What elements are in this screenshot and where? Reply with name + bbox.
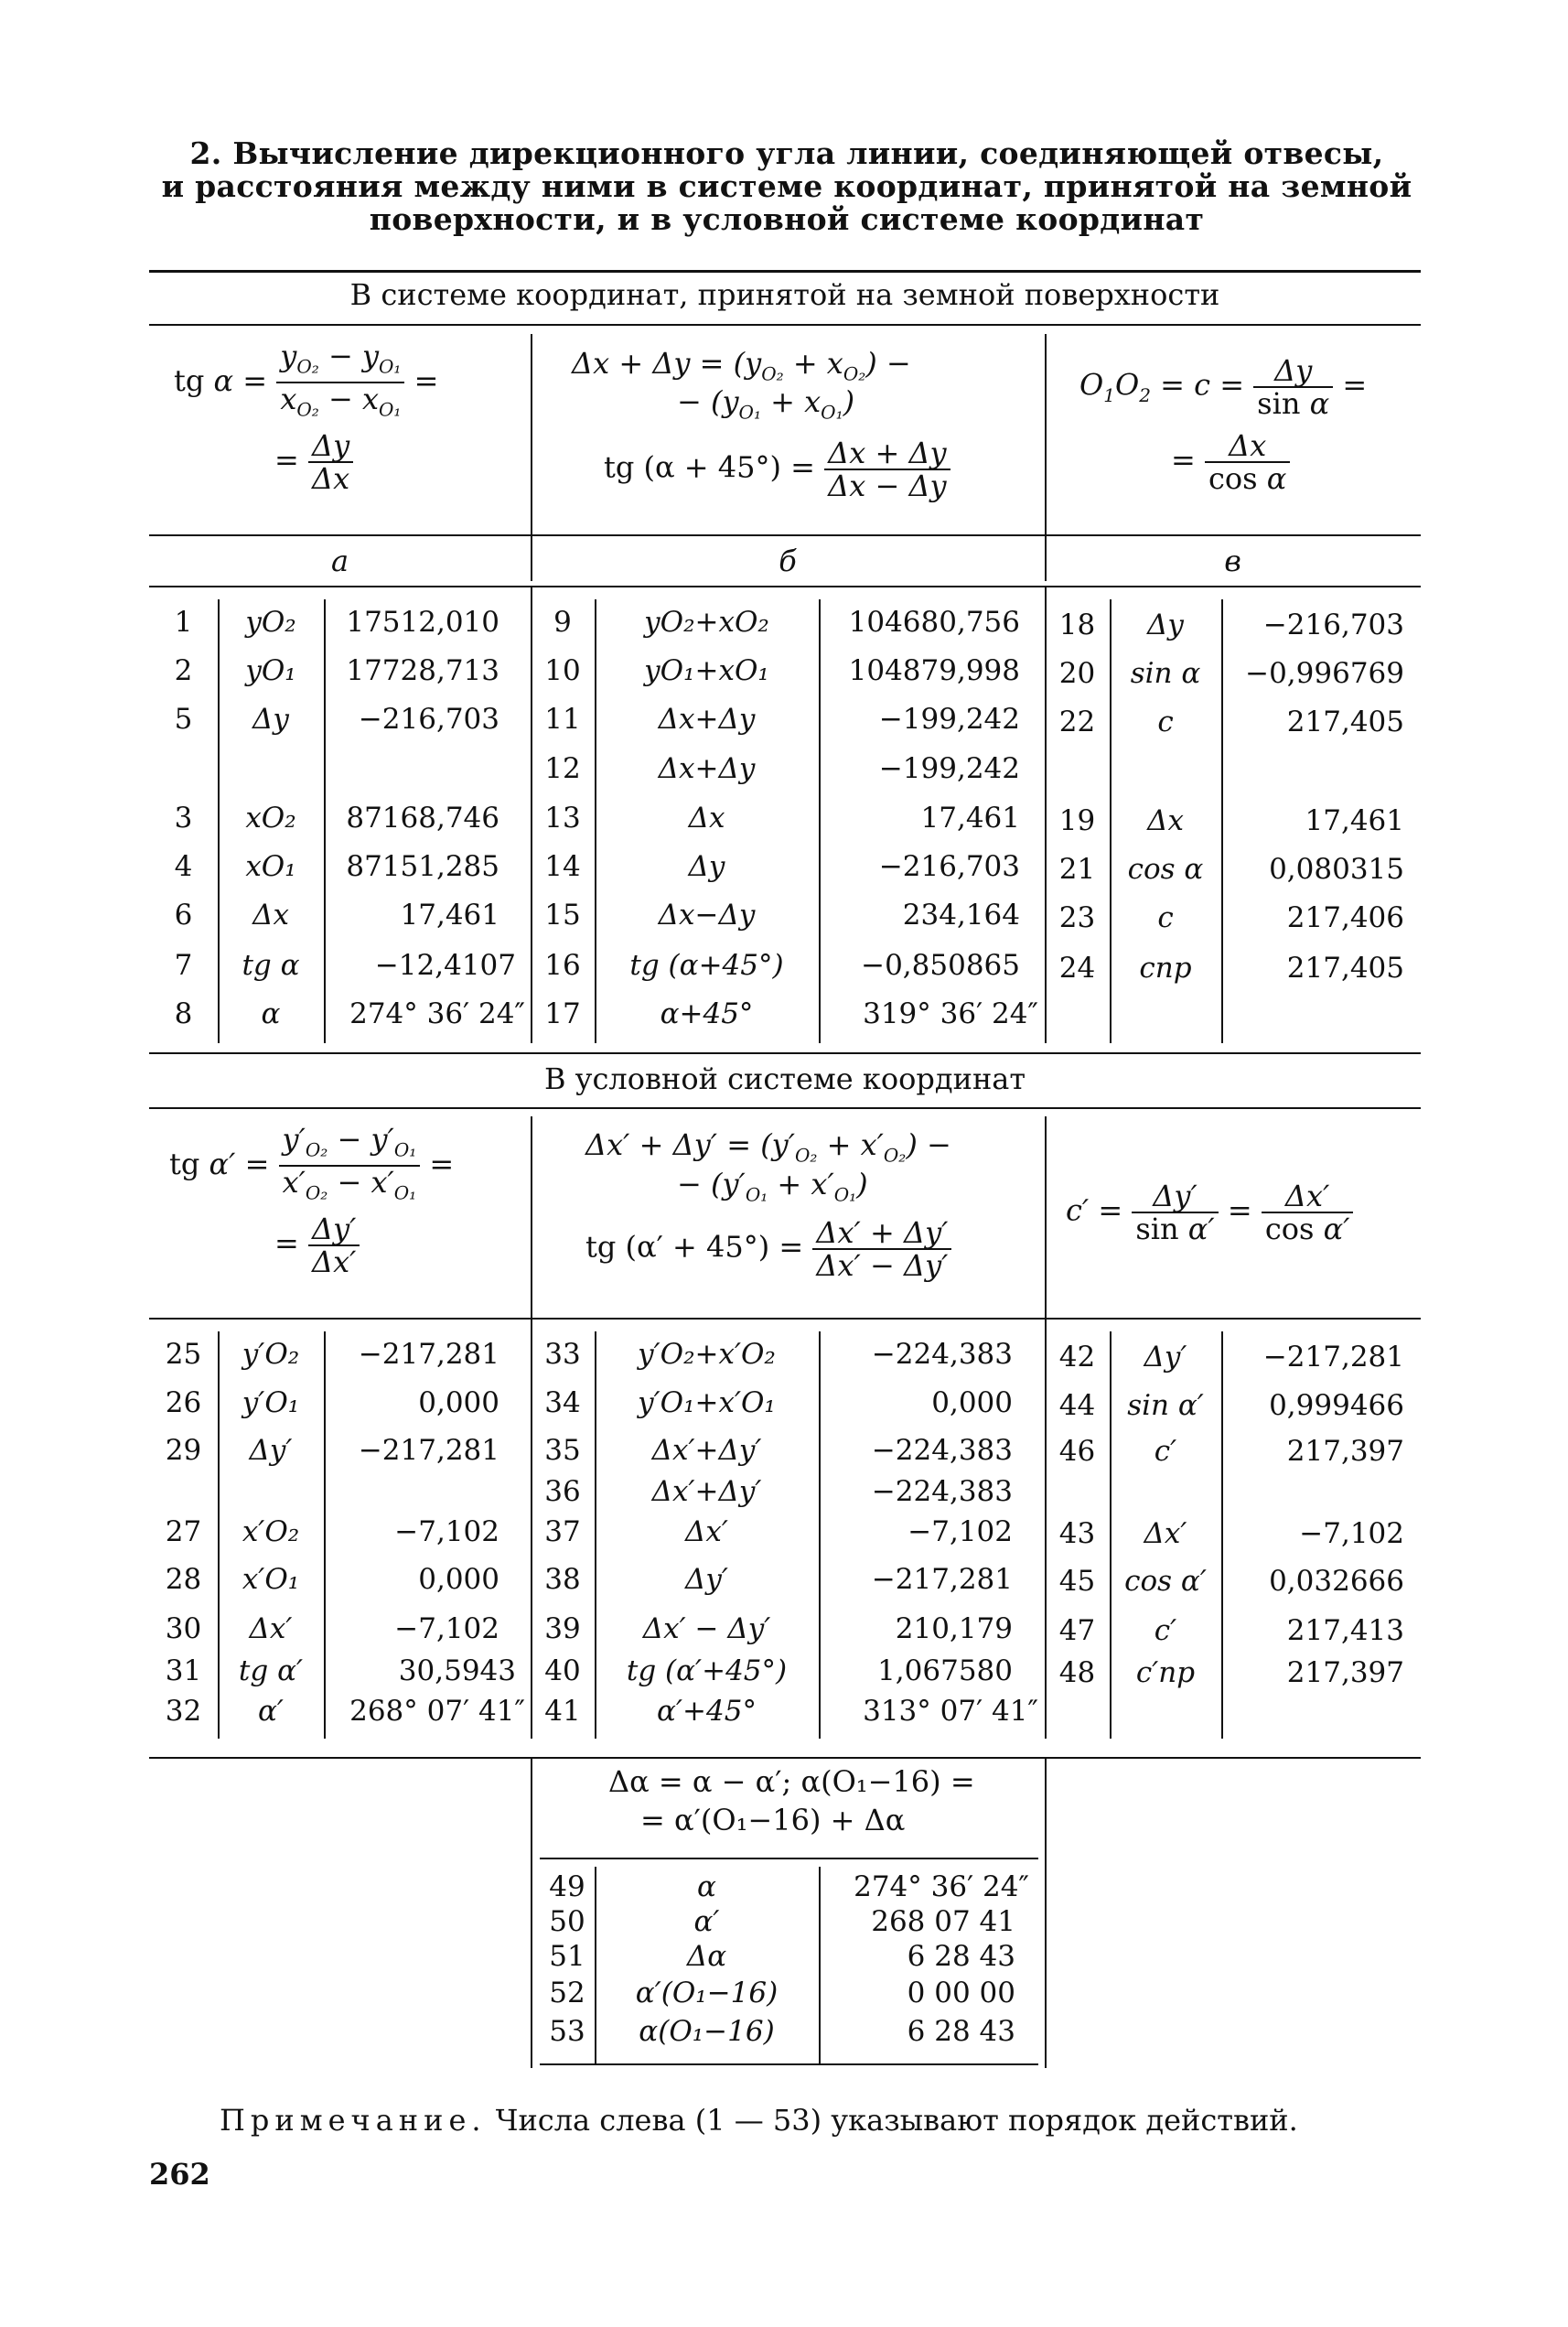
- row-value: −0,850865: [861, 949, 1020, 982]
- row-symbol: Δy′: [1144, 1341, 1187, 1374]
- row-value: 0,000: [418, 1386, 499, 1419]
- row-number: 34: [544, 1386, 581, 1419]
- row-value: −0,996769: [1245, 657, 1404, 690]
- row-value: 17512,010: [346, 606, 499, 639]
- row-symbol: cos α′: [1124, 1565, 1207, 1598]
- row-value: −7,102: [908, 1515, 1013, 1548]
- row-number: 49: [549, 1870, 585, 1903]
- footnote-label: Примечание.: [220, 2103, 487, 2138]
- row-value: −7,102: [394, 1612, 499, 1645]
- row-symbol: α(O₁−16): [639, 2015, 775, 2048]
- row-value: 217,405: [1286, 952, 1404, 985]
- row-symbol: Δx′+Δy′: [651, 1475, 762, 1508]
- row-value: 0,000: [931, 1386, 1013, 1419]
- row-value: 30,5943: [398, 1654, 516, 1687]
- row-number: 43: [1058, 1517, 1096, 1550]
- row-symbol: yO₂+xO₂: [644, 606, 769, 639]
- row-number: 30: [165, 1612, 202, 1645]
- row-value: 6 28 43: [907, 1940, 1015, 1973]
- row-symbol: Δy: [1147, 609, 1184, 641]
- row-symbol: x′O₂: [242, 1515, 300, 1548]
- row-symbol: Δx−Δy: [658, 899, 756, 932]
- row-value: −217,281: [358, 1434, 499, 1467]
- row-symbol: Δα: [686, 1940, 727, 1973]
- row-number: 2: [174, 654, 193, 687]
- row-number: 39: [544, 1612, 581, 1645]
- row-symbol: α′: [258, 1695, 284, 1728]
- divider: [531, 1116, 532, 1327]
- row-number: 46: [1058, 1435, 1096, 1468]
- row-symbol: Δx′: [685, 1515, 728, 1548]
- column-label-c: в: [1224, 544, 1241, 578]
- row-symbol: Δx: [1147, 804, 1184, 837]
- row-number: 45: [1058, 1565, 1096, 1598]
- row-value: −224,383: [871, 1475, 1013, 1508]
- row-number: 19: [1058, 804, 1096, 837]
- rule: [149, 586, 1421, 587]
- formula-delta-line1: Δα = α − α′; α(O₁−16) =: [608, 1764, 975, 1799]
- row-number: 33: [544, 1338, 581, 1371]
- row-value: 0 00 00: [907, 1977, 1015, 2009]
- row-value: 17,461: [400, 899, 499, 932]
- title-line-2: и расстояния между ними в системе координат, принятой на земной: [161, 168, 1412, 204]
- row-symbol: sin α: [1130, 657, 1201, 690]
- row-value: 217,405: [1286, 706, 1404, 738]
- row-value: −199,242: [878, 703, 1020, 736]
- row-number: 11: [544, 703, 581, 736]
- row-number: 42: [1058, 1341, 1096, 1374]
- row-symbol: Δy: [688, 850, 725, 883]
- row-value: 274° 36′ 24″: [854, 1870, 1029, 1903]
- section1-heading: В системе координат, принятой на земной поверхности: [349, 277, 1220, 312]
- rule: [149, 324, 1421, 326]
- row-value: −7,102: [394, 1515, 499, 1548]
- row-number: 22: [1058, 706, 1096, 738]
- title-line-3: поверхности, и в условной системе координат: [369, 201, 1205, 237]
- row-symbol: xO₁: [245, 850, 296, 883]
- row-symbol: c: [1157, 901, 1174, 934]
- formula-c-prime: c′ = $\frac{\Delta y'}{\text{sin α′}}$ = $\frac{\Delta x'}{\text{cos α′}}$: [1066, 1180, 1353, 1244]
- row-value: −216,703: [878, 850, 1020, 883]
- formula-b-line2: − $(y_{O_1} + x_{O_1})$: [677, 384, 855, 424]
- row-number: 5: [174, 703, 193, 736]
- column-label-b: б: [779, 544, 797, 578]
- row-symbol: α: [261, 997, 281, 1030]
- row-number: 6: [174, 899, 193, 932]
- formula-delta-line2: = α′(O₁−16) + Δα: [640, 1803, 906, 1837]
- formula-b-prime-line3: tg (α′ + 45°) = $\frac{\Delta x' + \Delta y'}{\Delta x' - \Delta y'}$: [585, 1217, 951, 1281]
- row-symbol: tg α: [242, 949, 300, 982]
- row-value: 104680,756: [848, 606, 1020, 639]
- row-symbol: yO₂: [245, 606, 296, 639]
- row-symbol: y′O₁+x′O₁: [638, 1386, 776, 1419]
- rule: [149, 534, 1421, 536]
- divider: [531, 1757, 532, 2068]
- row-number: 4: [174, 850, 193, 883]
- rule: [149, 1052, 1421, 1054]
- row-value: 0,080315: [1269, 853, 1404, 886]
- row-symbol: sin α′: [1127, 1389, 1204, 1422]
- row-number: 10: [544, 654, 581, 687]
- row-symbol: c′: [1154, 1614, 1177, 1647]
- row-value: 0,999466: [1269, 1389, 1404, 1422]
- row-value: −7,102: [1299, 1517, 1404, 1550]
- row-value: 6 28 43: [907, 2015, 1015, 2048]
- row-value: 87168,746: [346, 802, 499, 835]
- rule: [149, 1757, 1421, 1759]
- row-symbol: x′O₁: [242, 1563, 300, 1596]
- row-value: 17728,713: [346, 654, 499, 687]
- row-number: 27: [165, 1515, 202, 1548]
- formula-a-prime: tg α′ = $\frac{y'_{O_2} - y'_{O_1}}{x'_{O_2} - x'_{O_1}}$ =: [169, 1124, 454, 1209]
- row-symbol: c′: [1154, 1435, 1177, 1468]
- row-symbol: c: [1157, 706, 1174, 738]
- row-value: 268 07 41: [871, 1905, 1015, 1938]
- page-number: 262: [149, 2157, 210, 2192]
- row-number: 31: [165, 1654, 202, 1687]
- row-number: 18: [1058, 609, 1096, 641]
- row-value: 0,000: [418, 1563, 499, 1596]
- row-value: 217,406: [1286, 901, 1404, 934]
- row-number: 47: [1058, 1614, 1096, 1647]
- row-value: 234,164: [902, 899, 1020, 932]
- rule: [149, 1107, 1421, 1109]
- row-number: 24: [1058, 952, 1096, 985]
- row-number: 9: [553, 606, 572, 639]
- row-number: 41: [544, 1695, 581, 1728]
- row-symbol: Δx′+Δy′: [651, 1434, 762, 1467]
- row-number: 52: [549, 1977, 585, 2009]
- row-number: 23: [1058, 901, 1096, 934]
- rule-top: [149, 270, 1421, 273]
- formula-a: tg α = $\frac{y_{O_2} - y_{O_1}}{x_{O_2} - x_{O_1}}$ =: [174, 340, 438, 426]
- rule: [540, 2063, 1038, 2065]
- row-value: 319° 36′ 24″: [863, 997, 1038, 1030]
- row-value: −224,383: [871, 1338, 1013, 1371]
- row-symbol: c′пр: [1135, 1656, 1196, 1689]
- row-number: 28: [165, 1563, 202, 1596]
- row-number: 26: [165, 1386, 202, 1419]
- row-number: 36: [544, 1475, 581, 1508]
- row-number: 7: [174, 949, 193, 982]
- formula-c-2: = $\frac{\Delta x}{\text{cos α}}$: [1171, 430, 1290, 494]
- row-value: 17,461: [1305, 804, 1404, 837]
- column-label-a: а: [330, 544, 349, 578]
- row-value: 104879,998: [848, 654, 1020, 687]
- row-symbol: y′O₂: [242, 1338, 300, 1371]
- row-value: 268° 07′ 41″: [349, 1695, 525, 1728]
- row-number: 51: [549, 1940, 585, 1973]
- row-value: −12,4107: [374, 949, 516, 982]
- row-symbol: α+45°: [660, 997, 754, 1030]
- row-value: 217,413: [1286, 1614, 1404, 1647]
- row-symbol: y′O₁: [242, 1386, 300, 1419]
- formula-b-prime-line1: $\Delta x' + \Delta y' = (y'_{O_2} + x'_{O_2})$ −: [585, 1127, 951, 1167]
- formula-b-prime-line2: − $(y'_{O_1} + x'_{O_1})$: [677, 1167, 868, 1206]
- rule: [149, 1318, 1421, 1320]
- row-number: 15: [544, 899, 581, 932]
- row-number: 25: [165, 1338, 202, 1371]
- row-number: 40: [544, 1654, 581, 1687]
- section2-heading: В условной системе координат: [543, 1061, 1026, 1096]
- row-value: −199,242: [878, 752, 1020, 785]
- row-symbol: tg (α′+45°): [626, 1654, 788, 1687]
- row-symbol: Δx′ − Δy′: [642, 1612, 771, 1645]
- row-symbol: tg α′: [238, 1654, 304, 1687]
- row-symbol: y′O₂+x′O₂: [638, 1338, 776, 1371]
- row-number: 53: [549, 2015, 585, 2048]
- row-value: 87151,285: [346, 850, 499, 883]
- row-symbol: tg (α+45°): [629, 949, 784, 982]
- row-symbol: yO₁+xO₁: [644, 654, 769, 687]
- row-number: 21: [1058, 853, 1096, 886]
- formula-a-2: = $\frac{\Delta y}{\Delta x}$: [274, 430, 353, 494]
- row-number: 29: [165, 1434, 202, 1467]
- title-line-1: 2. Вычисление дирекционного угла линии, соединяющей отвесы,: [189, 135, 1384, 171]
- row-number: 44: [1058, 1389, 1096, 1422]
- row-number: 8: [174, 997, 193, 1030]
- row-value: −217,281: [1262, 1341, 1404, 1374]
- row-value: 1,067580: [877, 1654, 1013, 1687]
- row-value: −216,703: [1262, 609, 1404, 641]
- row-value: −224,383: [871, 1434, 1013, 1467]
- row-value: 313° 07′ 41″: [863, 1695, 1038, 1728]
- row-symbol: Δx+Δy: [658, 752, 756, 785]
- row-number: 1: [174, 606, 193, 639]
- footnote-text: Числа слева (1 — 53) указывают порядок действий.: [495, 2103, 1298, 2138]
- row-symbol: Δy: [252, 703, 289, 736]
- row-number: 3: [174, 802, 193, 835]
- row-value: 210,179: [895, 1612, 1013, 1645]
- row-symbol: Δx′: [249, 1612, 293, 1645]
- footnote: [220, 2103, 1298, 2138]
- formula-a-prime-2: = $\frac{\Delta y'}{\Delta x'}$: [274, 1213, 360, 1277]
- row-symbol: Δy′: [685, 1563, 728, 1596]
- row-number: 17: [544, 997, 581, 1030]
- row-symbol: cos α: [1127, 853, 1204, 886]
- row-value: 217,397: [1286, 1656, 1404, 1689]
- row-symbol: yO₁: [245, 654, 296, 687]
- row-number: 35: [544, 1434, 581, 1467]
- row-symbol: xO₂: [245, 802, 296, 835]
- row-symbol: cпр: [1139, 952, 1192, 985]
- row-number: 37: [544, 1515, 581, 1548]
- row-symbol: α′+45°: [657, 1695, 757, 1728]
- row-number: 50: [549, 1905, 585, 1938]
- row-value: 17,461: [920, 802, 1020, 835]
- row-number: 48: [1058, 1656, 1096, 1689]
- row-number: 38: [544, 1563, 581, 1596]
- row-symbol: Δx: [252, 899, 289, 932]
- row-symbol: Δx+Δy: [658, 703, 756, 736]
- divider: [1045, 1116, 1047, 1327]
- row-number: 20: [1058, 657, 1096, 690]
- divider: [1045, 1757, 1047, 2068]
- row-number: 12: [544, 752, 581, 785]
- row-value: 274° 36′ 24″: [349, 997, 525, 1030]
- row-value: −216,703: [358, 703, 499, 736]
- row-number: 32: [165, 1695, 202, 1728]
- rule: [540, 1858, 1038, 1859]
- formula-b-line1: $\Delta x + \Delta y = (y_{O_2} + x_{O_2})$ −: [572, 346, 911, 385]
- document-title: [146, 137, 1427, 236]
- row-value: 217,397: [1286, 1435, 1404, 1468]
- row-value: −217,281: [358, 1338, 499, 1371]
- row-symbol: Δy′: [249, 1434, 293, 1467]
- row-value: −217,281: [871, 1563, 1013, 1596]
- row-number: 16: [544, 949, 581, 982]
- formula-c: $O_1O_2 = c$ = $\frac{\Delta y}{\text{sin α}}$ =: [1079, 353, 1368, 421]
- row-symbol: α′: [693, 1905, 720, 1938]
- formula-b-line3: tg (α + 45°) = $\frac{\Delta x + \Delta y}{\Delta x - \Delta y}$: [604, 437, 950, 501]
- row-symbol: Δx′: [1144, 1517, 1187, 1550]
- row-number: 14: [544, 850, 581, 883]
- row-number: 13: [544, 802, 581, 835]
- row-symbol: α: [697, 1870, 716, 1903]
- row-value: 0,032666: [1269, 1565, 1404, 1598]
- row-symbol: Δx: [688, 802, 725, 835]
- row-symbol: α′(O₁−16): [635, 1977, 779, 2009]
